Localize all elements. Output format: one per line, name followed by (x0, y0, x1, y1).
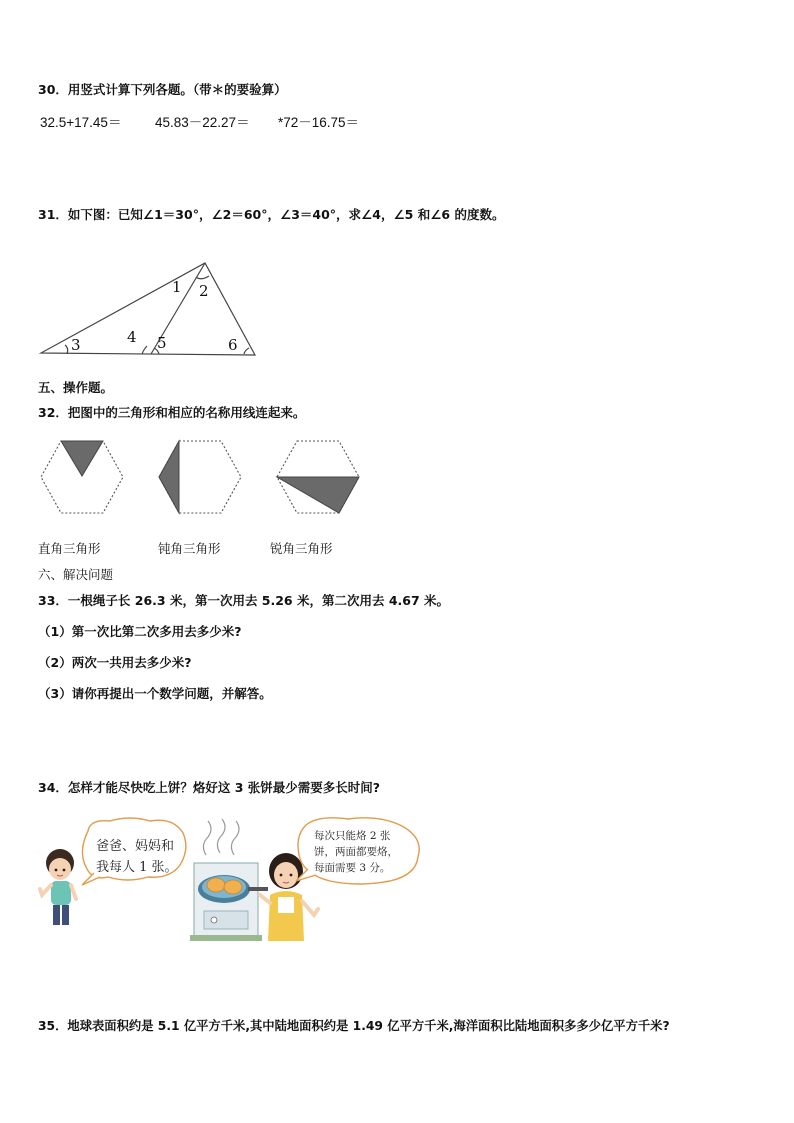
q33-title: 33．一根绳子长 26.3 米，第一次用去 5.26 米，第二次用去 4.67 米。 (38, 593, 450, 608)
triangle-name-right: 直角三角形 (38, 541, 101, 556)
q32-title: 32．把图中的三角形和相应的名称用线连起来。 (38, 405, 306, 420)
boy-figure (40, 849, 76, 925)
triangle-name-acute: 锐角三角形 (270, 541, 333, 556)
boy-speech-line-2: 我每人 1 张。 (96, 860, 178, 875)
q34-title: 34．怎样才能尽快吃上饼？烙好这 3 张饼最少需要多长时间? (38, 780, 381, 795)
angle-label-2: 2 (199, 282, 209, 300)
mom-speech-line-3: 每面需要 3 分。 (314, 862, 391, 874)
q30-expr-3: *72－16.75＝ (278, 115, 360, 130)
section-6-title: 六、解决问题 (38, 567, 114, 582)
section-5-title: 五、操作题。 (38, 380, 114, 395)
hexagon-figure-1 (40, 440, 124, 514)
mom-speech-line-2: 饼，两面都要烙， (314, 846, 398, 858)
hexagon-figure-3 (276, 440, 360, 514)
angle-label-3: 3 (71, 336, 81, 354)
q31-title: 31．如下图：已知∠1＝30°，∠2＝60°，∠3＝40°，求∠4，∠5 和∠6 的度数。 (38, 207, 505, 222)
angle-label-6: 6 (228, 336, 238, 354)
q35-title: 35．地球表面积约是 5.1 亿平方千米,其中陆地面积约是 1.49 亿平方千米,海洋面积比陆地面积多多少亿平方千米? (38, 1019, 670, 1033)
stove-pan-figure (190, 819, 268, 941)
q33-sub-1: （1）第一次比第二次多用去多少米? (38, 624, 242, 639)
mom-speech-line-1: 每次只能烙 2 张 (314, 830, 391, 842)
angle-label-1: 1 (172, 278, 182, 296)
q30-expr-2: 45.83－22.27＝ (155, 115, 250, 130)
triangle-name-obtuse: 钝角三角形 (158, 541, 221, 556)
q30-expr-1: 32.5+17.45＝ (40, 115, 122, 130)
boy-speech-line-1: 爸爸、妈妈和 (96, 839, 175, 854)
hexagon-figure-2 (158, 440, 242, 514)
q33-sub-3: （3）请你再提出一个数学问题，并解答。 (38, 686, 272, 701)
angle-label-4: 4 (127, 328, 137, 346)
q30-title: 30．用竖式计算下列各题。（带＊的要验算） (38, 82, 287, 97)
q33-sub-2: （2）两次一共用去多少米? (38, 655, 192, 670)
angle-label-5: 5 (157, 334, 167, 352)
